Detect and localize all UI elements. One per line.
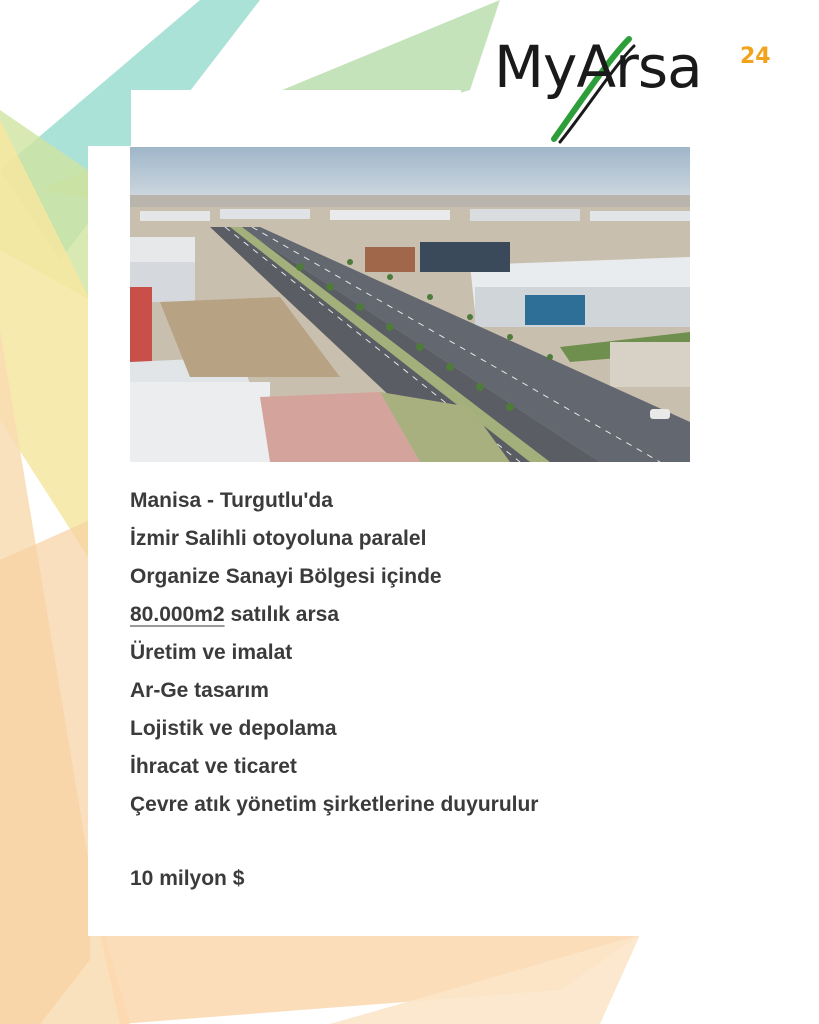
listing-line-rnd: Ar-Ge tasarım bbox=[130, 679, 269, 702]
listing-line-location: Manisa - Turgutlu'da bbox=[130, 489, 333, 512]
listing-line-area-label: satılık arsa bbox=[230, 603, 340, 626]
brand-logo bbox=[494, 30, 784, 145]
listing-price: 10 milyon $ bbox=[130, 867, 245, 890]
listing-text bbox=[130, 482, 690, 824]
logo-wordmark: MyArsa bbox=[494, 33, 702, 101]
listing-line-logistics: Lojistik ve depolama bbox=[130, 717, 337, 740]
listing-line-announcement: Çevre atık yönetim şirketlerine duyurulur bbox=[130, 793, 539, 816]
logo-superscript: 24 bbox=[740, 44, 771, 69]
aerial-photo bbox=[130, 147, 690, 462]
listing-line-export: İhracat ve ticaret bbox=[130, 755, 297, 778]
listing-line-zone: Organize Sanayi Bölgesi içinde bbox=[130, 565, 442, 588]
area-link[interactable]: 80.000m2 bbox=[130, 603, 225, 626]
listing-line-highway: İzmir Salihli otoyoluna paralel bbox=[130, 527, 427, 550]
listing-line-area bbox=[130, 596, 690, 634]
listing-line-production: Üretim ve imalat bbox=[130, 641, 293, 664]
